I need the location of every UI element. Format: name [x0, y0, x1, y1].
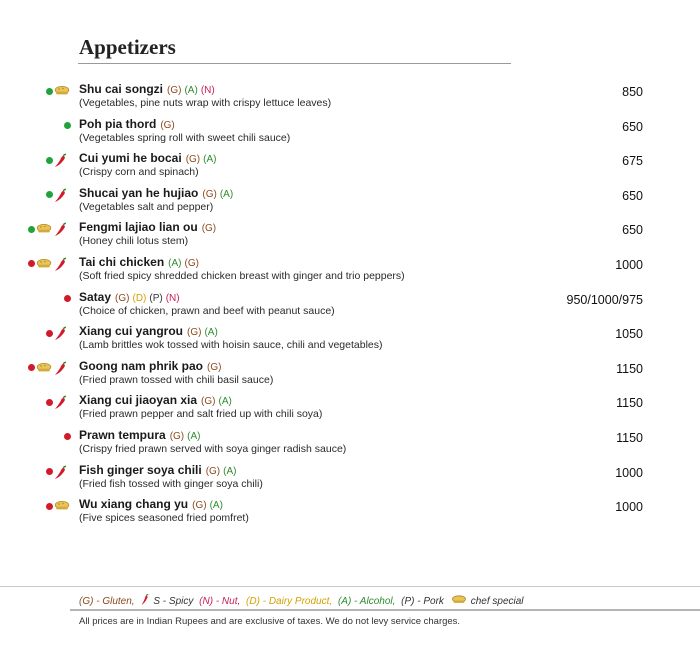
- chef-icon: [450, 594, 468, 609]
- item-tags: [187, 327, 221, 338]
- legend-chef: chef special: [470, 596, 524, 608]
- legend-nut: (N) - Nut,: [199, 596, 241, 608]
- item-tags: [201, 396, 235, 407]
- diet-tag: (A): [184, 85, 198, 96]
- item-description: (Choice of chicken, prawn and beef with peanut sauce): [79, 304, 335, 317]
- legend: [79, 594, 527, 609]
- diet-tag: (A): [219, 188, 234, 200]
- menu-item: [0, 497, 700, 532]
- menu-item: [0, 151, 700, 186]
- item-tags: [115, 293, 183, 304]
- diet-tag: (A): [223, 465, 237, 477]
- menu-item: [0, 117, 700, 152]
- diet-tag: (A): [187, 430, 201, 442]
- menu-item: [0, 359, 700, 394]
- diet-tag: (A): [204, 327, 218, 339]
- diet-tag: (G): [115, 292, 130, 304]
- item-name: Satay: [79, 289, 112, 304]
- item-description: (Vegetables, pine nuts wrap with crispy lettuce leaves): [79, 97, 332, 109]
- menu-item: [0, 82, 700, 117]
- legend-gluten: (G) - Gluten,: [79, 596, 135, 608]
- chef-special-icon: [35, 361, 53, 375]
- nonveg-dot-icon: [28, 260, 35, 267]
- item-tags: [206, 466, 240, 477]
- item-name: Fengmi lajiao lian ou: [79, 220, 198, 235]
- item-description: (Fried prawn pepper and salt fried up with chili soya): [79, 408, 323, 421]
- chef-special-icon: [35, 257, 53, 271]
- menu-item: [0, 290, 700, 325]
- item-name: Shu cai songzi: [79, 82, 164, 96]
- item-tags: [207, 362, 224, 373]
- nonveg-dot-icon: [46, 399, 53, 406]
- legend-alcohol: (A) - Alcohol,: [337, 596, 396, 608]
- title-divider: [78, 63, 511, 64]
- menu-item: [0, 186, 700, 221]
- page-title: Appetizers: [79, 35, 176, 59]
- chili-icon: [53, 222, 71, 236]
- item-icons: [46, 499, 71, 513]
- diet-tag: (N): [165, 292, 180, 304]
- item-name: Xiang cui yangrou: [79, 324, 184, 339]
- item-icons: [28, 257, 71, 271]
- item-price: 1000: [615, 465, 643, 480]
- veg-dot-icon: [46, 157, 53, 164]
- chili-icon: [53, 326, 71, 340]
- item-icons: [46, 326, 71, 340]
- item-icons: [46, 84, 71, 98]
- item-icons: [28, 361, 71, 375]
- diet-tag: (G): [192, 500, 207, 512]
- veg-dot-icon: [46, 191, 53, 198]
- diet-tag: (A): [203, 154, 217, 166]
- item-icons: [64, 119, 71, 133]
- item-tags: [192, 500, 226, 511]
- diet-tag: (P): [149, 292, 163, 304]
- item-price: 650: [622, 119, 643, 134]
- item-tags: [186, 154, 220, 165]
- diet-tag: (G): [205, 465, 221, 477]
- item-price: 1000: [615, 257, 643, 272]
- diet-tag: (G): [185, 154, 201, 166]
- veg-dot-icon: [28, 226, 35, 233]
- item-icons: [64, 430, 71, 444]
- legend-dairy: (D) - Dairy Product,: [246, 596, 333, 608]
- chef-special-icon: [53, 499, 71, 513]
- diet-tag: (G): [169, 430, 185, 442]
- chili-icon: [53, 361, 71, 375]
- item-tags: [202, 223, 219, 234]
- nonveg-dot-icon: [64, 295, 71, 302]
- chef-special-icon: [53, 84, 71, 98]
- item-name: Poh pia thord: [79, 116, 157, 131]
- chili-icon: [140, 594, 150, 609]
- item-price: 1050: [615, 327, 643, 342]
- item-description: (Vegetables spring roll with sweet chili sauce): [79, 131, 291, 144]
- chili-icon: [53, 153, 71, 167]
- footer-divider: [70, 609, 700, 611]
- item-description: (Crispy corn and spinach): [79, 166, 199, 179]
- item-icons: [28, 222, 71, 236]
- item-tags: [160, 120, 177, 131]
- legend-spicy: S - Spicy: [153, 596, 194, 608]
- nonveg-dot-icon: [46, 468, 53, 475]
- menu-item: [0, 463, 700, 498]
- menu-item: [0, 255, 700, 290]
- menu-item: [0, 324, 700, 359]
- diet-tag: (D): [132, 292, 147, 304]
- chili-icon: [53, 395, 71, 409]
- item-name: Xiang cui jiaoyan xia: [79, 393, 198, 408]
- chili-icon: [53, 465, 71, 479]
- diet-tag: (G): [167, 85, 182, 96]
- item-description: (Honey chili lotus stem): [79, 235, 189, 248]
- diet-tag: (N): [200, 85, 215, 96]
- item-price: 650: [622, 223, 643, 238]
- nonveg-dot-icon: [28, 364, 35, 371]
- item-name: Fish ginger soya chili: [79, 462, 202, 477]
- nonveg-dot-icon: [46, 503, 53, 510]
- item-price: 1000: [615, 500, 643, 515]
- item-description: (Vegetables salt and pepper): [79, 200, 214, 213]
- diet-tag: (A): [168, 257, 182, 269]
- item-name: Cui yumi he bocai: [79, 151, 182, 166]
- item-name: Wu xiang chang yu: [79, 497, 189, 512]
- item-description: (Five spices seasoned fried pomfret): [79, 512, 249, 525]
- chili-icon: [53, 188, 71, 202]
- item-name: Prawn tempura: [79, 427, 166, 442]
- legend-divider: [0, 586, 700, 587]
- item-price: 650: [622, 188, 643, 203]
- legend-pork: (P) - Pork: [401, 596, 444, 608]
- veg-dot-icon: [64, 122, 71, 129]
- item-tags: [168, 258, 202, 269]
- item-price: 1150: [616, 430, 643, 445]
- item-description: (Fried fish tossed with ginger soya chili): [79, 477, 263, 490]
- diet-tag: (G): [160, 119, 175, 131]
- diet-tag: (A): [209, 500, 223, 512]
- item-price: 850: [622, 85, 643, 99]
- menu-list: [0, 82, 700, 532]
- diet-tag: (G): [207, 361, 222, 373]
- diet-tag: (G): [201, 396, 216, 408]
- item-icons: [46, 153, 71, 167]
- item-icons: [64, 292, 71, 306]
- diet-tag: (A): [218, 396, 232, 408]
- item-description: (Fried prawn tossed with chili basil sauce): [79, 373, 274, 386]
- diet-tag: (G): [187, 327, 202, 339]
- menu-item: [0, 220, 700, 255]
- item-tags: [170, 431, 204, 442]
- diet-tag: (G): [202, 188, 217, 200]
- item-price: 1150: [616, 396, 643, 411]
- item-description: (Soft fried spicy shredded chicken breast with ginger and trio peppers): [79, 269, 405, 282]
- item-description: (Lamb brittles wok tossed with hoisin sauce, chili and vegetables): [79, 339, 383, 352]
- item-icons: [46, 465, 71, 479]
- item-tags: [202, 189, 236, 200]
- item-price: 950/1000/975: [566, 292, 643, 307]
- diet-tag: (G): [184, 257, 199, 269]
- item-price: 675: [622, 154, 643, 169]
- nonveg-dot-icon: [46, 330, 53, 337]
- item-price: 1150: [616, 361, 643, 376]
- chili-icon: [53, 257, 71, 271]
- menu-item: [0, 428, 700, 463]
- item-description: (Crispy fried prawn served with soya ginger radish sauce): [79, 442, 347, 455]
- menu-item: [0, 393, 700, 428]
- item-tags: [167, 85, 218, 96]
- item-icons: [46, 395, 71, 409]
- item-icons: [46, 188, 71, 202]
- item-name: Goong nam phrik pao: [79, 358, 204, 373]
- chef-special-icon: [35, 222, 53, 236]
- item-name: Tai chi chicken: [79, 254, 165, 269]
- footer-note: All prices are in Indian Rupees and are exclusive of taxes. We do not levy service charges.: [79, 616, 461, 627]
- diet-tag: (G): [201, 223, 217, 235]
- nonveg-dot-icon: [64, 433, 71, 440]
- veg-dot-icon: [46, 88, 53, 95]
- item-name: Shucai yan he hujiao: [79, 185, 199, 200]
